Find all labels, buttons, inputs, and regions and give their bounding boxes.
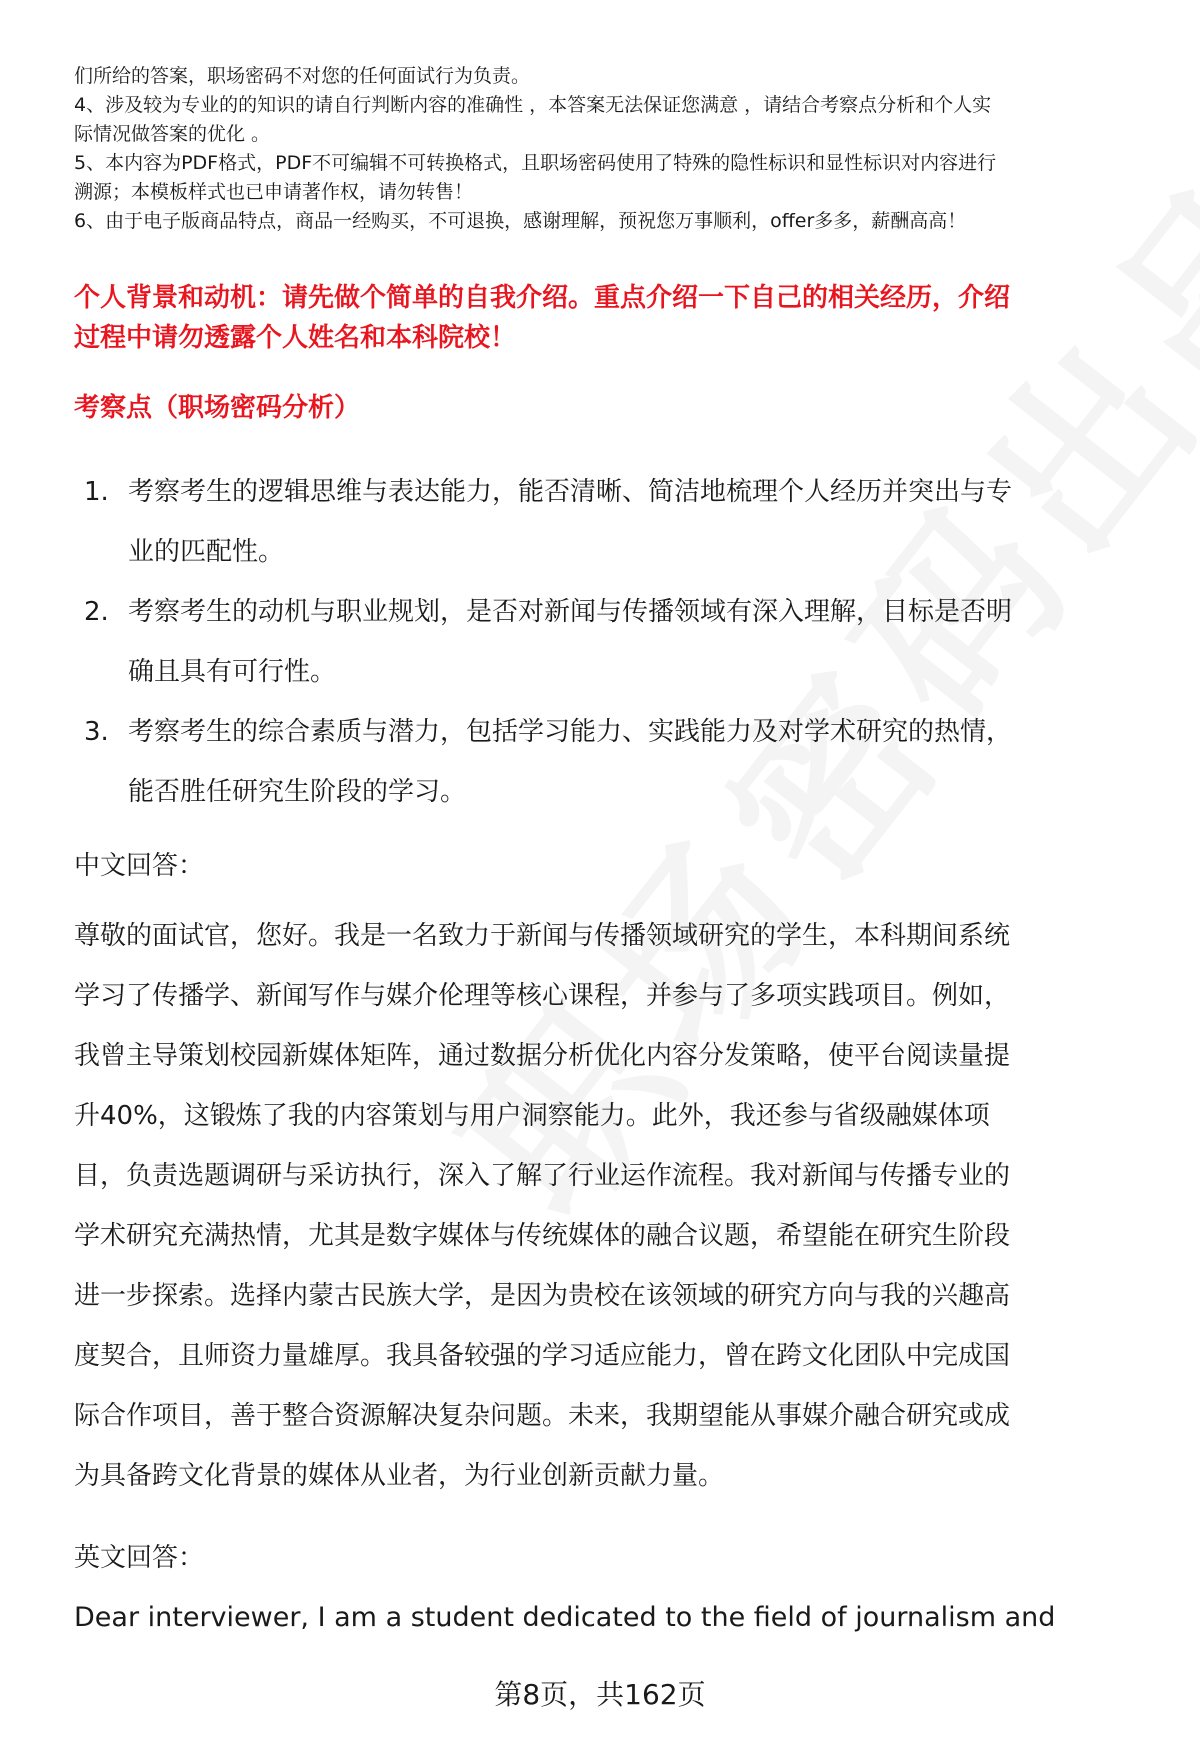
- note-line: 5、本内容为PDF格式，PDF不可编辑不可转换格式，且职场密码使用了特殊的隐性标识和显性标识对内容进行: [74, 152, 997, 174]
- list-number: 1.: [84, 477, 109, 507]
- list-item: [84, 702, 1154, 822]
- answer-line: 学术研究充满热情，尤其是数字媒体与传统媒体的融合议题，希望能在研究生阶段: [74, 1221, 1011, 1251]
- analysis-title: 考察点（职场密码分析）: [74, 393, 361, 423]
- list-item-text: 业的匹配性。: [128, 537, 285, 567]
- analysis-points: [84, 462, 1154, 822]
- note-line: 6、由于电子版商品特点，商品一经购买，不可退换，感谢理解，预祝您万事顺利，offer多多，薪酬高高！: [74, 210, 967, 232]
- answer-line: 度契合，且师资力量雄厚。我具备较强的学习适应能力，曾在跨文化团队中完成国: [74, 1341, 1011, 1371]
- list-item-text: 考察考生的动机与职业规划，是否对新闻与传播领域有深入理解，目标是否明: [128, 597, 1013, 627]
- answer-line: 我曾主导策划校园新媒体矩阵，通过数据分析优化内容分发策略，使平台阅读量提: [74, 1041, 1011, 1071]
- list-item-text: 确且具有可行性。: [128, 657, 337, 687]
- answer-line: 目，负责选题调研与采访执行，深入了解了行业运作流程。我对新闻与传播专业的: [74, 1161, 1011, 1191]
- list-item: [84, 462, 1154, 582]
- list-number: 2.: [84, 597, 109, 627]
- english-answer-label: 英文回答：: [74, 1543, 205, 1573]
- page-number: 第8页，共162页: [494, 1678, 706, 1711]
- question-line: 过程中请勿透露个人姓名和本科院校！: [74, 323, 517, 353]
- interview-question: [74, 278, 1154, 358]
- note-line: 们所给的答案，职场密码不对您的任何面试行为负责。: [74, 65, 531, 87]
- list-item: [84, 582, 1154, 702]
- chinese-answer-label: 中文回答：: [74, 851, 205, 881]
- list-item-text: 考察考生的逻辑思维与表达能力，能否清晰、简洁地梳理个人经历并突出与专: [128, 477, 1013, 507]
- list-item-text: 考察考生的综合素质与潜力，包括学习能力、实践能力及对学术研究的热情，: [128, 717, 1013, 747]
- answer-line: 升40%，这锻炼了我的内容策划与用户洞察能力。此外，我还参与省级融媒体项: [74, 1101, 990, 1131]
- answer-line: 际合作项目，善于整合资源解决复杂问题。未来，我期望能从事媒介融合研究或成: [74, 1401, 1011, 1431]
- note-line: 溯源；本模板样式也已申请著作权，请勿转售！: [74, 181, 474, 203]
- chinese-answer: [74, 906, 1154, 1506]
- note-line: 4、涉及较为专业的的知识的请自行判断内容的准确性 ，本答案无法保证您满意 ，请结合考察点分析和个人实: [74, 94, 992, 116]
- note-line: 际情况做答案的优化 。: [74, 123, 271, 145]
- disclaimer-notes: [74, 62, 1154, 236]
- answer-line: 尊敬的面试官，您好。我是一名致力于新闻与传播领域研究的学生，本科期间系统: [74, 921, 1011, 951]
- question-line: 个人背景和动机：请先做个简单的自我介绍。重点介绍一下自己的相关经历，介绍: [74, 283, 1011, 313]
- answer-line: 学习了传播学、新闻写作与媒介伦理等核心课程，并参与了多项实践项目。例如，: [74, 981, 1011, 1011]
- list-item-text: 能否胜任研究生阶段的学习。: [128, 777, 467, 807]
- list-number: 3.: [84, 717, 109, 747]
- answer-line: 为具备跨文化背景的媒体从业者，为行业创新贡献力量。: [74, 1461, 725, 1491]
- english-answer: Dear interviewer, I am a student dedicated to the field of journalism and: [74, 1602, 1056, 1633]
- answer-line: 进一步探索。选择内蒙古民族大学，是因为贵校在该领域的研究方向与我的兴趣高: [74, 1281, 1011, 1311]
